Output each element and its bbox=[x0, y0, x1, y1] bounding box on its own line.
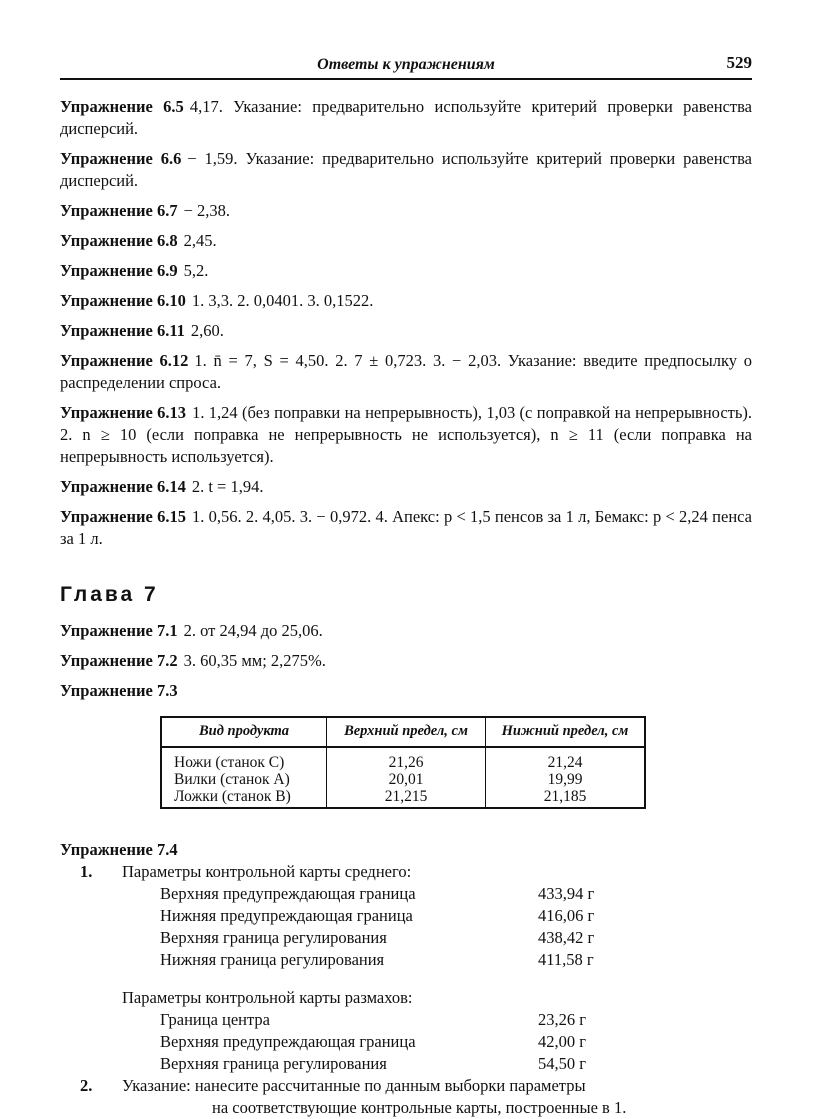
param-value: 42,00 г bbox=[538, 1032, 587, 1051]
table-row bbox=[161, 788, 645, 808]
item-2 bbox=[60, 1075, 752, 1097]
exercise-label: Упражнение 6.15 bbox=[60, 507, 186, 526]
table-cell: 21,24 bbox=[486, 747, 646, 771]
param-row bbox=[60, 883, 752, 905]
exercise-label: Упражнение 6.5 bbox=[60, 97, 184, 116]
answer-6-9 bbox=[60, 260, 752, 282]
note-line: на соответствующие контрольные карты, построенные в 1. bbox=[212, 1098, 627, 1117]
exercise-label: Упражнение 6.6 bbox=[60, 149, 182, 168]
answer-6-11 bbox=[60, 320, 752, 342]
param-name: Верхняя граница регулирования bbox=[160, 928, 387, 947]
table-cell: 21,215 bbox=[327, 788, 486, 808]
param-name: Нижняя граница регулирования bbox=[160, 950, 385, 969]
table-cell: Вилки (станок А) bbox=[161, 771, 327, 788]
answer-6-7 bbox=[60, 200, 752, 222]
exercise-label: Упражнение 7.3 bbox=[60, 681, 178, 700]
param-row bbox=[60, 927, 752, 949]
exercise-label: Упражнение 6.14 bbox=[60, 477, 186, 496]
answer-text: 5,2. bbox=[183, 261, 209, 280]
answer-text: 3. 60,35 мм; 2,275%. bbox=[183, 651, 326, 670]
param-row bbox=[60, 949, 752, 971]
tolerance-table bbox=[160, 716, 646, 809]
column-header: Верхний предел, см bbox=[327, 717, 486, 747]
page bbox=[60, 52, 752, 1119]
spacer bbox=[60, 971, 752, 987]
table-row bbox=[161, 747, 645, 771]
chapter-heading: Глава 7 bbox=[60, 583, 159, 606]
answer-text: 2. t = 1,94. bbox=[191, 477, 264, 496]
column-header: Нижний предел, см bbox=[486, 717, 646, 747]
exercise-label: Упражнение 6.13 bbox=[60, 403, 187, 422]
note-line: Указание: нанесите рассчитанные по данным выборки параметры bbox=[122, 1076, 586, 1095]
param-value: 438,42 г bbox=[538, 928, 595, 947]
table-cell: Ножи (станок С) bbox=[161, 747, 327, 771]
running-head bbox=[60, 52, 752, 80]
column-header: Вид продукта bbox=[161, 717, 327, 747]
param-value: 54,50 г bbox=[538, 1054, 587, 1073]
answer-7-1 bbox=[60, 620, 752, 642]
answer-text: 1. 3,3. 2. 0,0401. 3. 0,1522. bbox=[191, 291, 374, 310]
exercise-label: Упражнение 7.2 bbox=[60, 651, 178, 670]
param-row bbox=[60, 905, 752, 927]
mean-chart-title: Параметры контрольной карты среднего: bbox=[122, 862, 412, 881]
param-name: Верхняя предупреждающая граница bbox=[160, 884, 416, 903]
table-cell: 21,26 bbox=[327, 747, 486, 771]
param-value: 416,06 г bbox=[538, 906, 595, 925]
running-title: Ответы к упражнениям bbox=[317, 56, 495, 73]
exercise-label: Упражнение 6.12 bbox=[60, 351, 189, 370]
answer-6-6 bbox=[60, 148, 752, 192]
answer-text: 2,45. bbox=[183, 231, 217, 250]
answer-6-8 bbox=[60, 230, 752, 252]
param-row bbox=[60, 1009, 752, 1031]
answer-6-14 bbox=[60, 476, 752, 498]
param-value: 23,26 г bbox=[538, 1010, 587, 1029]
item-1 bbox=[60, 861, 752, 883]
chapter6-answers bbox=[60, 96, 752, 550]
answer-7-3 bbox=[60, 680, 752, 702]
answer-6-10 bbox=[60, 290, 752, 312]
answer-text: 1. n̄ = 7, S = 4,50. 2. 7 ± 0,723. 3. − 2,03. Указание: введите предпосылку о распределении спроса. bbox=[60, 351, 753, 392]
param-name: Нижняя предупреждающая граница bbox=[160, 906, 413, 925]
answer-6-12 bbox=[60, 350, 752, 394]
table-cell: 20,01 bbox=[327, 771, 486, 788]
param-value: 411,58 г bbox=[538, 950, 594, 969]
table-cell: 19,99 bbox=[486, 771, 646, 788]
exercise-label: Упражнение 7.1 bbox=[60, 621, 178, 640]
answer-6-15 bbox=[60, 506, 752, 550]
answer-text: 2. от 24,94 до 25,06. bbox=[183, 621, 323, 640]
page-number: 529 bbox=[726, 53, 752, 72]
exercise-7-4-label: Упражнение 7.4 bbox=[60, 840, 178, 859]
answer-text: − 1,59. Указание: предварительно используйте критерий проверки равенства дисперсий. bbox=[60, 149, 752, 190]
exercise-label: Упражнение 6.10 bbox=[60, 291, 186, 310]
exercise-label: Упражнение 6.11 bbox=[60, 321, 185, 340]
answer-text: 2,60. bbox=[190, 321, 224, 340]
answer-6-13 bbox=[60, 402, 752, 468]
range-chart-title: Параметры контрольной карты размахов: bbox=[122, 988, 413, 1007]
param-name: Верхняя предупреждающая граница bbox=[160, 1032, 416, 1051]
param-row bbox=[60, 1053, 752, 1075]
answer-text: − 2,38. bbox=[183, 201, 231, 220]
answer-text: 1. 1,24 (без поправки на непрерывность), 1,03 (с поправкой на непрерывность). 2. n ≥ 10 (если поправка не непрерывность не используется), n ≥ 11 (если поправка на непрерывность используется). bbox=[60, 403, 752, 466]
exercise-label: Упражнение 6.7 bbox=[60, 201, 178, 220]
answer-7-2 bbox=[60, 650, 752, 672]
exercise-label: Упражнение 6.9 bbox=[60, 261, 178, 280]
param-name: Граница центра bbox=[160, 1010, 270, 1029]
table-cell: Ложки (станок В) bbox=[161, 788, 327, 808]
param-row bbox=[60, 1031, 752, 1053]
table-row bbox=[161, 771, 645, 788]
item-number: 1. bbox=[80, 862, 93, 881]
answer-text: 1. 0,56. 2. 4,05. 3. − 0,972. 4. Апекс: p < 1,5 пенсов за 1 л, Бемакс: p < 2,24 пенса за 1 л. bbox=[60, 507, 753, 548]
param-name: Верхняя граница регулирования bbox=[160, 1054, 387, 1073]
answer-6-5 bbox=[60, 96, 752, 140]
item-number: 2. bbox=[80, 1076, 93, 1095]
param-value: 433,94 г bbox=[538, 884, 595, 903]
exercise-label: Упражнение 6.8 bbox=[60, 231, 178, 250]
answer-text: 4,17. Указание: предварительно используйте критерий проверки равенства дисперсий. bbox=[60, 97, 753, 138]
table-cell: 21,185 bbox=[486, 788, 646, 808]
table-header-row bbox=[161, 717, 645, 747]
